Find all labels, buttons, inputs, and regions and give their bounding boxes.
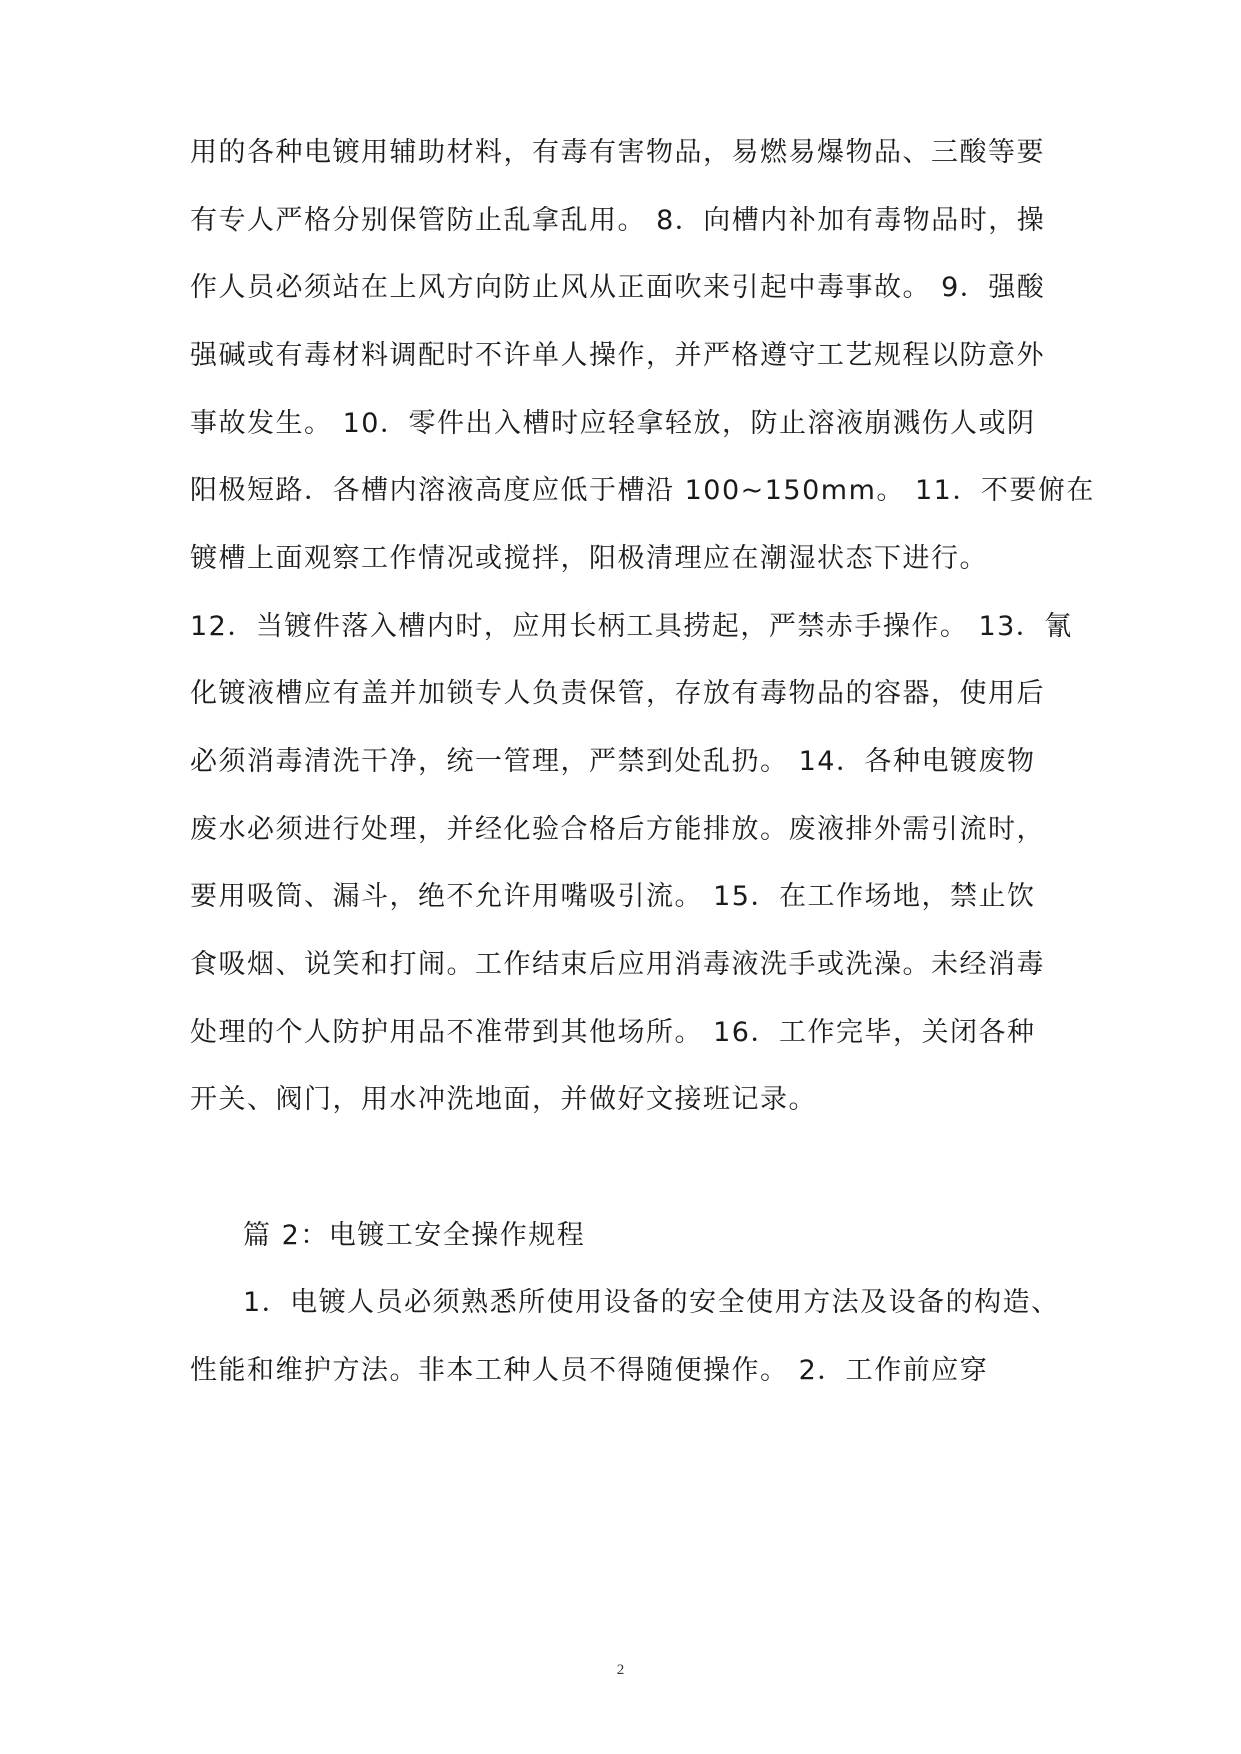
- body-text-line: 用的各种电镀用辅助材料，有毒有害物品，易燃易爆物品、三酸等要: [190, 137, 1045, 168]
- body-text-line: 废水必须进行处理，并经化验合格后方能排放。废液排外需引流时，: [190, 814, 1045, 845]
- body-text-line: 镀槽上面观察工作情况或搅拌，阳极清理应在潮湿状态下进行。: [190, 543, 988, 574]
- body-text-line: 化镀液槽应有盖并加锁专人负责保管，存放有毒物品的容器，使用后: [190, 678, 1045, 709]
- body-text-line: 食吸烟、说笑和打闹。工作结束后应用消毒液洗手或洗澡。未经消毒: [190, 949, 1045, 980]
- body-text-line: 开关、阀门，用水冲洗地面，并做好文接班记录。: [190, 1084, 817, 1115]
- body-text-line: 性能和维护方法。非本工种人员不得随便操作。 2．工作前应穿: [190, 1355, 989, 1386]
- body-text-line: 作人员必须站在上风方向防止风从正面吹来引起中毒事故。 9．强酸: [190, 272, 1046, 303]
- body-text-line: 1．电镀人员必须熟悉所使用设备的安全使用方法及设备的构造、: [243, 1287, 1060, 1318]
- page-number: 2: [616, 1662, 625, 1678]
- body-text-line: 有专人严格分别保管防止乱拿乱用。 8．向槽内补加有毒物品时，操: [190, 205, 1046, 236]
- body-text-line: 必须消毒清洗干净，统一管理，严禁到处乱扔。 14．各种电镀废物: [190, 746, 1036, 777]
- body-text-line: 强碱或有毒材料调配时不许单人操作，并严格遵守工艺规程以防意外: [190, 340, 1045, 371]
- section-heading: 篇 2：电镀工安全操作规程: [243, 1220, 586, 1251]
- body-text-line: 要用吸筒、漏斗，绝不允许用嘴吸引流。 15．在工作场地，禁止饮: [190, 881, 1036, 912]
- body-text-line: 12．当镀件落入槽内时，应用长柄工具捞起，严禁赤手操作。 13．氰: [190, 611, 1073, 642]
- body-text-line: 阳极短路．各槽内溶液高度应低于槽沿 100~150mm。 11．不要俯在: [190, 475, 1095, 506]
- body-text-line: 处理的个人防护用品不准带到其他场所。 16．工作完毕，关闭各种: [190, 1017, 1036, 1048]
- body-text-line: 事故发生。 10．零件出入槽时应轻拿轻放，防止溶液崩溅伤人或阴: [190, 408, 1036, 439]
